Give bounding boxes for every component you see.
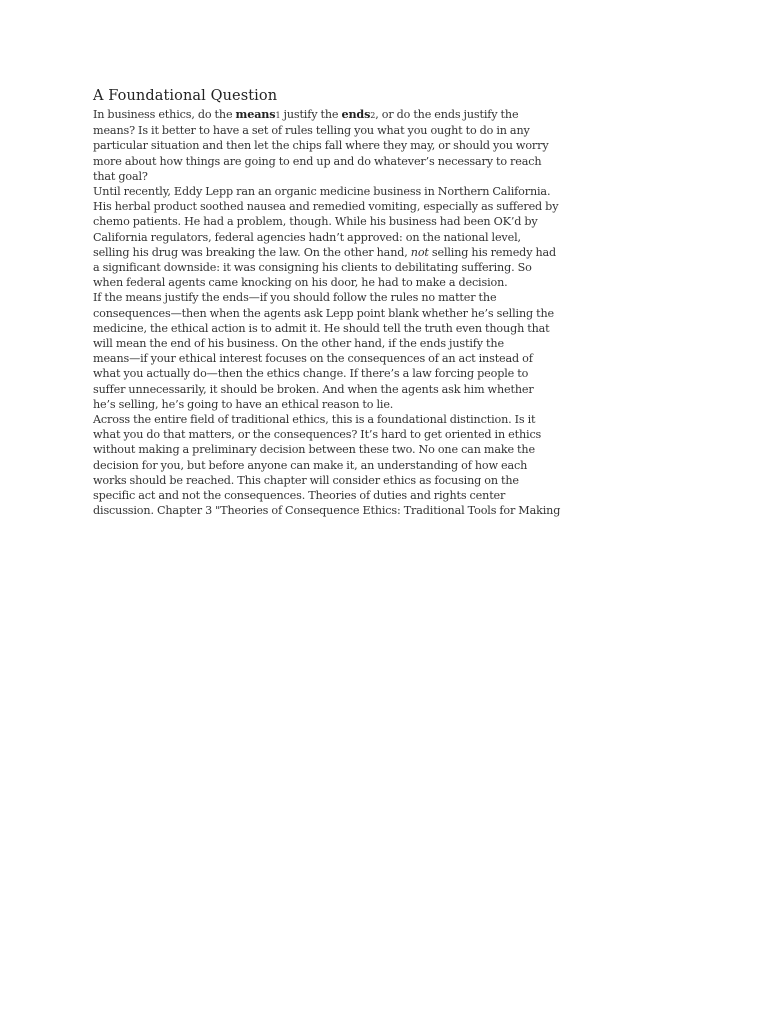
- paragraph-2-line-1: Until recently, Eddy Lepp ran an organic medicine business in Northern California.: [93, 185, 551, 199]
- paragraph-2-line-7: when federal agents came knocking on his door, he had to make a decision.: [93, 276, 508, 290]
- section-heading: A Foundational Question: [93, 88, 278, 104]
- footnote-1-marker[interactable]: 1: [275, 111, 281, 120]
- paragraph-1-line-1: [93, 107, 601, 123]
- paragraph-3-line-5: means—if your ethical interest focuses on the consequences of an act instead of: [93, 352, 533, 366]
- paragraph-4-line-5: works should be reached. This chapter will consider ethics as focusing on the: [93, 473, 519, 487]
- paragraph-4: [93, 412, 601, 518]
- term-means: means: [235, 107, 276, 121]
- paragraph-3-line-2: consequences—then when the agents ask Lepp point blank whether he’s selling the: [93, 306, 555, 320]
- paragraph-1-line-3: particular situation and then let the chips fall where they may, or should you worry: [93, 139, 549, 153]
- paragraph-4-line-3: without making a preliminary decision between these two. No one can make the: [93, 443, 535, 457]
- paragraph-2-line-6: a significant downside: it was consigning his clients to debilitating suffering. So: [93, 261, 532, 275]
- paragraph-2-line-4: California regulators, federal agencies hadn’t approved: on the national level,: [93, 230, 521, 244]
- paragraph-4-line-2: what you do that matters, or the consequences? It’s hard to get oriented in ethics: [93, 428, 542, 442]
- paragraph-3: [93, 290, 601, 412]
- paragraph-3-line-8: he’s selling, he’s going to have an ethical reason to lie.: [93, 397, 394, 411]
- paragraph-3-line-3: medicine, the ethical action is to admit it. He should tell the truth even though that: [93, 321, 550, 335]
- paragraph-1-line-4: more about how things are going to end up and do whatever’s necessary to reach: [93, 154, 542, 168]
- emphasis-not: not: [410, 245, 429, 259]
- paragraph-4-line-6: specific act and not the consequences. Theories of duties and rights center: [93, 489, 506, 503]
- paragraph-2-line-5-post: selling his remedy had: [428, 245, 557, 259]
- footnote-2-marker[interactable]: 2: [370, 111, 376, 120]
- paragraph-1-mid: justify the: [280, 108, 342, 121]
- paragraph-2-line-5-pre: selling his drug was breaking the law. On the other hand,: [93, 245, 411, 259]
- paragraph-3-line-1: If the means justify the ends—if you should follow the rules no matter the: [93, 291, 497, 305]
- paragraph-4-line-7: [93, 503, 601, 518]
- paragraph-3-line-4: will mean the end of his business. On the other hand, if the ends justify the: [93, 337, 504, 351]
- paragraph-2-line-3: chemo patients. He had a problem, though. While his business had been OK’d by: [93, 215, 538, 229]
- paragraph-1-line-5: that goal?: [93, 169, 148, 183]
- document-page: [93, 86, 601, 518]
- paragraph-4-line-1: Across the entire field of traditional ethics, this is a foundational distinction. Is it: [93, 413, 536, 427]
- paragraph-3-line-7: suffer unnecessarily, it should be broken. And when the agents ask him whether: [93, 382, 534, 396]
- paragraph-1-line-2: means? Is it better to have a set of rules telling you what you ought to do in any: [93, 124, 530, 138]
- chapter-3-link[interactable]: Chapter 3 "Theories of Consequence Ethics: Traditional Tools for Making: [156, 504, 561, 518]
- paragraph-4-last-pre: discussion.: [93, 504, 157, 518]
- term-ends: ends: [341, 107, 371, 121]
- paragraph-4-line-4: decision for you, but before anyone can make it, an understanding of how each: [93, 458, 528, 472]
- paragraph-2: [93, 184, 601, 290]
- paragraph-1: [93, 107, 601, 184]
- paragraph-1-rest: , or do the ends justify the: [375, 108, 519, 121]
- paragraph-2-line-5: [93, 245, 601, 260]
- paragraph-1-lead: In business ethics, do the: [93, 108, 236, 121]
- paragraph-2-line-2: His herbal product soothed nausea and remedied vomiting, especially as suffered by: [93, 200, 559, 214]
- paragraph-3-line-6: what you actually do—then the ethics change. If there’s a law forcing people to: [93, 367, 529, 381]
